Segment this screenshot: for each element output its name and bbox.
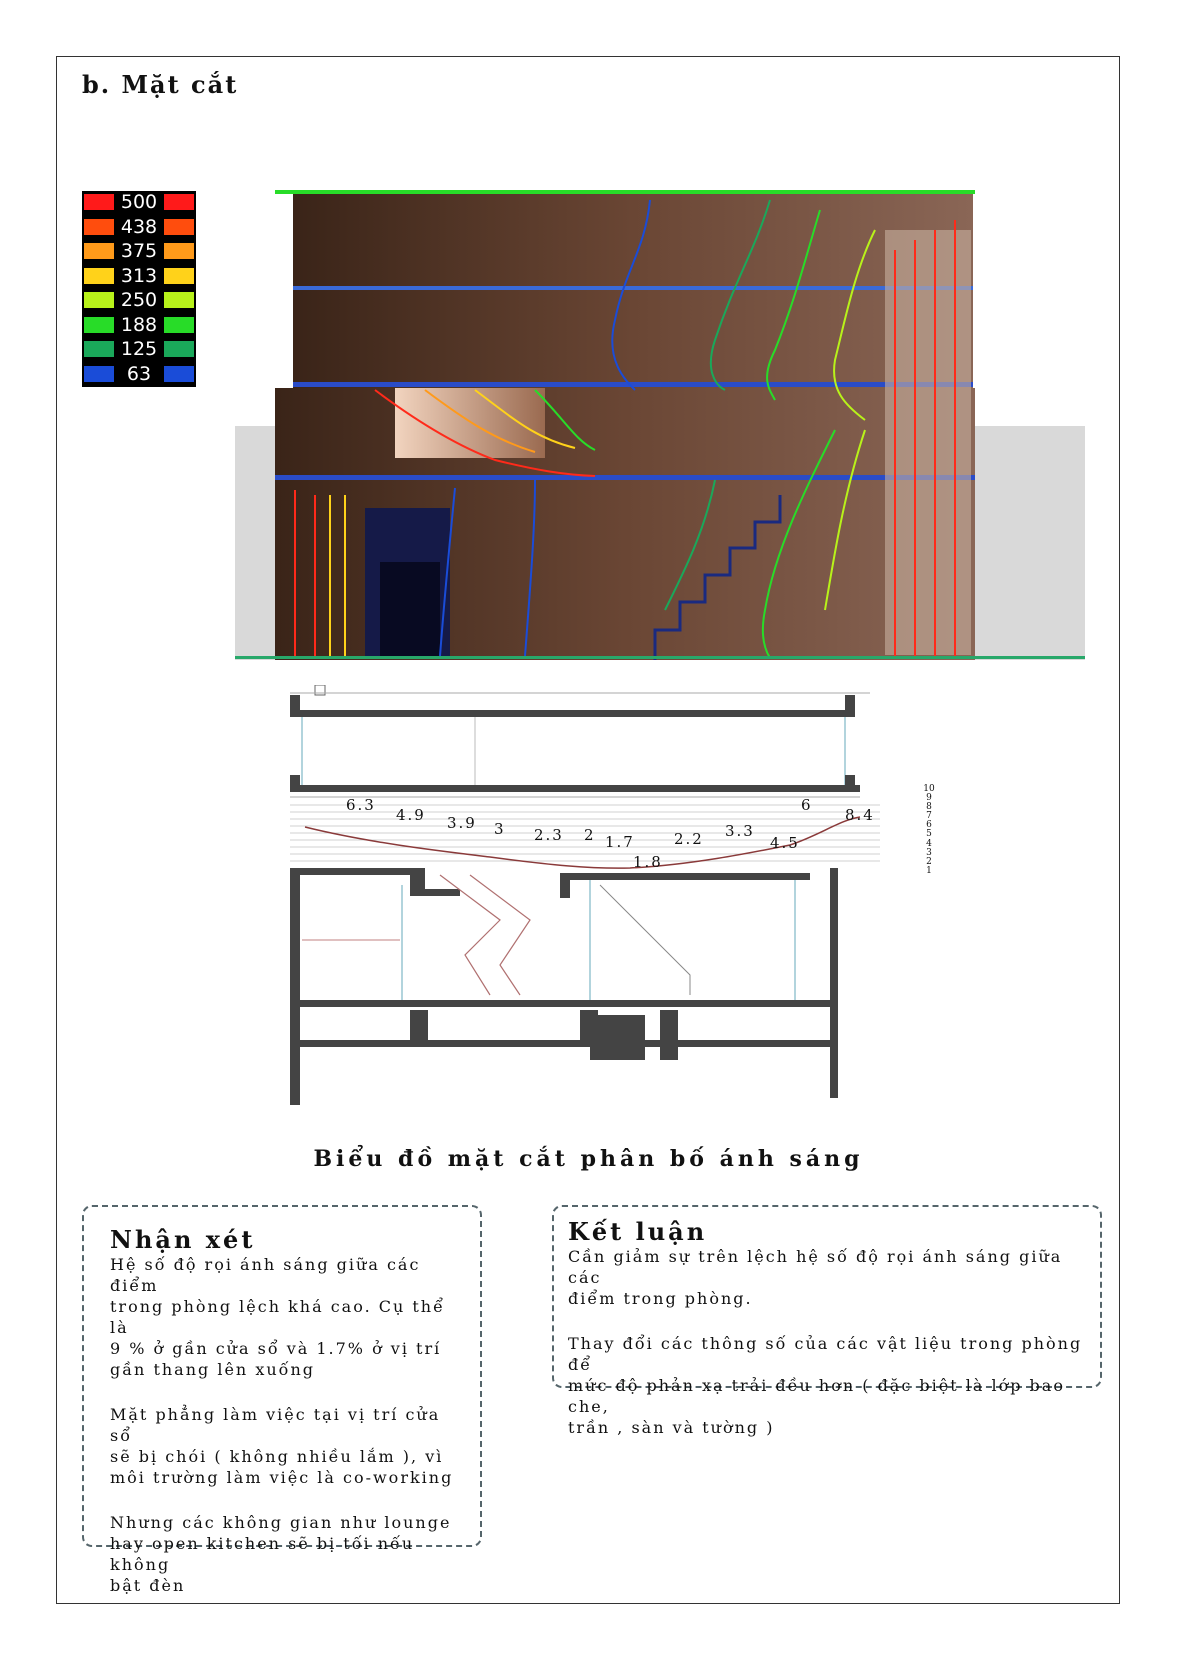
legend-row [82,338,196,360]
df-scale-tick: 9 [926,793,932,804]
legend-swatch [84,341,114,357]
conclusion-title: Kết luận [568,1217,708,1246]
df-label: 1.7 [605,833,635,851]
remarks-box [82,1205,482,1595]
legend-swatch [164,219,194,235]
df-label: 2.3 [534,826,564,844]
legend-swatch [164,317,194,333]
df-label: 4.5 [770,834,800,852]
legend-label: 375 [120,240,158,262]
df-scale-tick: 4 [926,838,932,849]
diagram-caption: Biểu đồ mặt cắt phân bố ánh sáng [313,1146,864,1172]
legend-row [82,240,196,262]
remarks-paragraph: Mặt phẳng làm việc tại vị trí cửa sổ sẽ bị chói ( không nhiều lắm ), vì môi trường làm việc là co-working [110,1405,454,1487]
remarks-title: Nhận xét [110,1225,256,1254]
df-scale [922,785,936,876]
legend-swatch [84,268,114,284]
legend-row [82,265,196,287]
df-scale-tick: 10 [923,784,935,794]
legend-swatch [84,219,114,235]
legend-label: 313 [120,264,158,287]
illuminance-legend [82,191,196,387]
legend-swatch [164,292,194,308]
legend-label: 438 [120,215,158,238]
legend-row [82,216,196,238]
legend-swatch [164,366,194,382]
df-label: 2.2 [674,830,704,848]
legend-swatch [84,366,114,382]
df-label: 3.3 [725,822,755,840]
df-scale-tick: 5 [926,829,932,840]
legend-swatch [84,243,114,259]
conclusion-paragraph: Thay đổi các thông số của các vật liệu trong phòng để mức độ phản xạ trải đều hơn ( đặc biệt là lớp bao che, trần , sàn và tường ) [568,1334,1083,1437]
df-label: 6 [801,796,813,814]
section-title: b. Mặt cắt [82,70,239,99]
remarks-paragraph: Hệ số độ rọi ánh sáng giữa các điểm trong phòng lệch khá cao. Cụ thể là 9 % ở gần cửa sổ và 1.7% ở vị trí gần thang lên xuống [110,1255,445,1379]
df-scale-tick: 2 [926,856,932,867]
legend-swatch [164,268,194,284]
legend-label: 63 [126,362,152,385]
legend-label: 125 [120,338,158,360]
daylight-factor-section [290,685,950,1105]
legend-label: 250 [120,289,158,311]
df-scale-tick: 3 [926,847,932,858]
legend-swatch [84,194,114,210]
df-label: 2 [584,826,596,844]
legend-label: 500 [120,191,158,213]
illuminance-render [235,190,1085,660]
remarks-paragraph: Nhưng các không gian như lounge hay open kitchen sẽ bị tối nếu không bật đèn [110,1513,452,1595]
df-label: 6.3 [346,796,376,814]
df-scale-tick: 8 [926,802,932,813]
df-scale-tick: 1 [926,865,932,876]
df-label: 4.9 [396,806,426,824]
df-scale-tick: 7 [926,811,932,822]
legend-swatch [164,243,194,259]
df-label: 3 [494,820,506,838]
df-scale-tick: 6 [926,820,932,831]
legend-swatch [164,341,194,357]
conclusion-box [552,1205,1102,1437]
legend-row [82,191,196,213]
legend-swatch [84,292,114,308]
conclusion-paragraph: Cần giảm sự trên lệch hệ số độ rọi ánh sáng giữa các điểm trong phòng. [568,1247,1063,1308]
legend-label: 188 [120,313,158,336]
legend-swatch [164,194,194,210]
legend-swatch [84,317,114,333]
legend-row [82,314,196,336]
df-label: 1.8 [633,853,663,871]
legend-row [82,289,196,311]
legend-row [82,363,196,385]
df-label: 8.4 [845,806,875,824]
df-label: 3.9 [447,814,477,832]
